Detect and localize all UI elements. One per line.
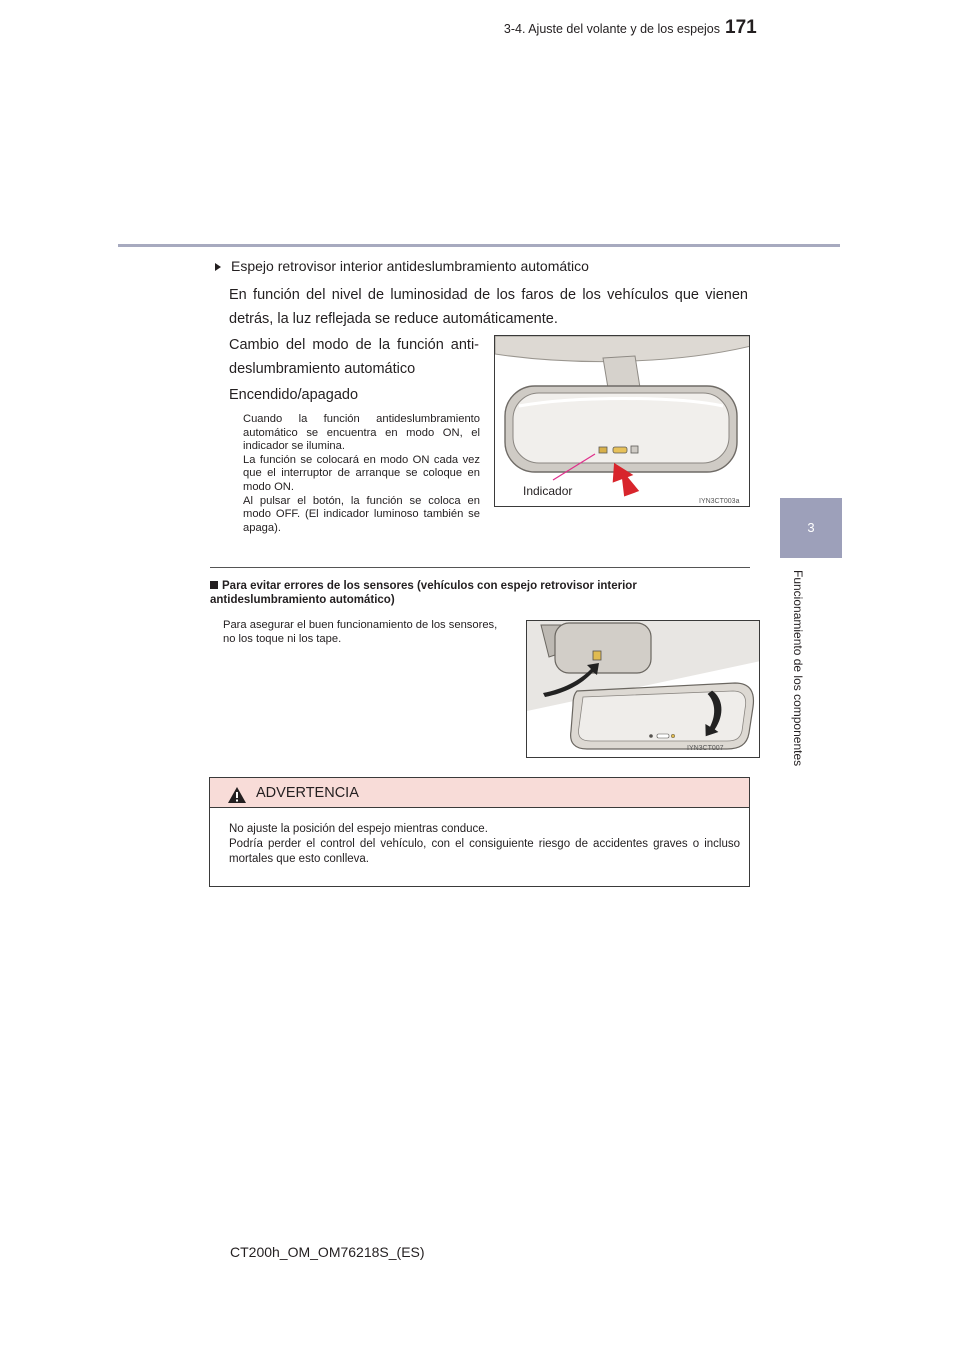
section-heading-text: Espejo retrovisor interior antideslumbramiento automático [231,258,589,274]
description-line: Cuando la función antideslumbramiento automático se encuentra en modo ON, el indicador se ilumina. [243,413,480,453]
triangle-bullet-icon [215,263,221,271]
square-bullet-icon [210,581,218,589]
on-off-heading: Encendido/apagado [229,387,359,403]
sensors-heading-text: Para evitar errores de los sensores (vehículos con espejo retrovisor interior antideslumbramiento automático) [210,580,637,606]
warning-body [229,822,740,867]
chapter-number: 3 [807,520,815,535]
section-title: 3-4. Ajuste del volante y de los espejos [503,22,720,36]
mirror-drawing [495,336,750,507]
description-line: La función se colocará en modo ON cada vez que el interruptor de arranque se coloque en modo ON. [243,453,480,493]
section-divider [210,567,750,568]
warning-icon [227,786,247,809]
figure-code: IYN3CT003a [699,498,740,505]
warning-line: No ajuste la posición del espejo mientras conduce. [229,823,488,835]
page-number: 171 [725,17,757,38]
warning-line: Podría perder el control del vehículo, con el consiguiente riesgo de accidentes graves o incluso mortales que esto conlleva. [229,838,740,865]
sensors-heading [210,579,755,607]
chapter-title: Funcionamiento de los componentes [791,570,805,767]
document-code: CT200h_OM_OM76218S_(ES) [230,1244,425,1260]
warning-title: ADVERTENCIA [256,785,359,801]
mode-change-heading: Cambio del modo de la función anti-deslumbramiento automático [229,337,479,377]
description-line: Al pulsar el botón, la función se coloca en modo OFF. (El indicador luminoso también se apaga). [243,494,480,534]
header-divider [118,244,840,247]
sensors-paragraph: Para asegurar el buen funcionamiento de los sensores, no los toque ni los tape. [223,619,498,645]
on-off-description [243,413,480,535]
mirror-illustration [494,335,750,507]
sensor-drawing [527,621,760,758]
figure-code: IYN3CT007 [687,745,724,752]
intro-paragraph: En función del nivel de luminosidad de los faros de los vehículos que vienen detrás, la luz reflejada se reduce automáticamente. [229,287,748,327]
section-heading [215,258,589,274]
sensor-illustration [526,620,760,758]
indicator-label: Indicador [523,484,573,498]
